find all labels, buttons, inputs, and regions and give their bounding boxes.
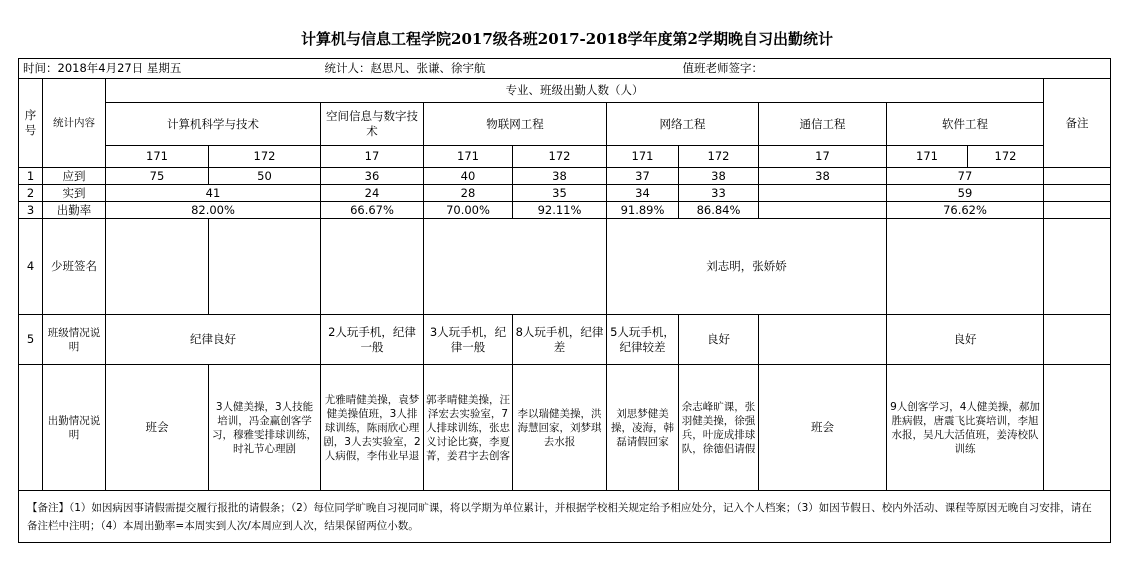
value-cell bbox=[759, 315, 887, 365]
row-label: 出勤率 bbox=[43, 202, 106, 219]
class-cell: 171 bbox=[424, 146, 513, 168]
value-cell: 92.11% bbox=[513, 202, 607, 219]
remark-cell bbox=[1044, 219, 1111, 315]
value-cell: 34 bbox=[607, 185, 679, 202]
value-cell bbox=[209, 219, 321, 315]
value-cell: 2人玩手机，纪律一般 bbox=[321, 315, 424, 365]
value-cell: 良好 bbox=[679, 315, 759, 365]
row-index: 1 bbox=[19, 168, 43, 185]
class-cell: 172 bbox=[968, 146, 1044, 168]
class-cell: 172 bbox=[513, 146, 607, 168]
major-cell: 空间信息与数字技术 bbox=[321, 103, 424, 146]
row-index bbox=[19, 365, 43, 491]
remark-cell bbox=[1044, 365, 1111, 491]
value-cell: 70.00% bbox=[424, 202, 513, 219]
table-row bbox=[19, 185, 1111, 202]
table-row bbox=[19, 315, 1111, 365]
value-cell bbox=[887, 219, 1044, 315]
class-cell: 172 bbox=[209, 146, 321, 168]
value-cell: 36 bbox=[321, 168, 424, 185]
notes-cell: 【备注】（1）如因病因事请假需提交履行报批的请假条；（2）每位同学旷晚自习视同旷课，将以学期为单位累计，并根据学校相关规定给予相应处分，记入个人档案；（3）如因节假日、校内外活动、课程等原因无晚自习安排，请在备注栏中注明；（4）本周出勤率=本周实到人次/本周应到人次，结果保留两位小数。 bbox=[19, 491, 1111, 543]
teacher-sign-cell: 值班老师签字： bbox=[679, 59, 1111, 79]
date-cell: 时间：2018年4月27日 星期五 bbox=[19, 59, 321, 79]
value-cell: 35 bbox=[513, 185, 607, 202]
value-cell: 41 bbox=[106, 185, 321, 202]
value-cell: 38 bbox=[679, 168, 759, 185]
class-cell: 17 bbox=[321, 146, 424, 168]
value-cell: 50 bbox=[209, 168, 321, 185]
group-header: 专业、班级出勤人数（人） bbox=[106, 79, 1044, 103]
signature-cell: 刘志明，张娇娇 bbox=[607, 219, 887, 315]
value-cell: 28 bbox=[424, 185, 513, 202]
value-cell: 刘思梦健美操，凌海，韩磊请假回家 bbox=[607, 365, 679, 491]
row-label: 实到 bbox=[43, 185, 106, 202]
value-cell: 余志峰旷课，张羽健美操，徐强兵，叶庞成排球队，徐德侣请假 bbox=[679, 365, 759, 491]
value-cell: 59 bbox=[887, 185, 1044, 202]
value-cell: 良好 bbox=[887, 315, 1044, 365]
counters-cell: 统计人：赵思凡、张谦、徐宇航 bbox=[321, 59, 679, 79]
major-cell: 软件工程 bbox=[887, 103, 1044, 146]
stat-content-header: 统计内容 bbox=[43, 79, 106, 168]
class-cell: 172 bbox=[679, 146, 759, 168]
remark-cell bbox=[1044, 202, 1111, 219]
remark-cell bbox=[1044, 168, 1111, 185]
remark-cell bbox=[1044, 185, 1111, 202]
value-cell bbox=[321, 219, 424, 315]
table-row bbox=[19, 202, 1111, 219]
class-cell: 171 bbox=[106, 146, 209, 168]
info-row bbox=[19, 59, 1111, 79]
value-cell: 3人健美操，3人技能培训，冯金赢创客学习，穆雅雯排球训练，时礼节心理剧 bbox=[209, 365, 321, 491]
value-cell: 9人创客学习，4人健美操，郝加胜病假，唐震飞比赛培训，李旭水报，吴凡大活值班，姜涛校队训练 bbox=[887, 365, 1044, 491]
class-cell: 171 bbox=[887, 146, 968, 168]
row-index: 3 bbox=[19, 202, 43, 219]
value-cell: 33 bbox=[679, 185, 759, 202]
value-cell: 77 bbox=[887, 168, 1044, 185]
row-index: 4 bbox=[19, 219, 43, 315]
table-row bbox=[19, 365, 1111, 491]
value-cell: 37 bbox=[607, 168, 679, 185]
class-cell: 17 bbox=[759, 146, 887, 168]
value-cell: 24 bbox=[321, 185, 424, 202]
major-cell: 通信工程 bbox=[759, 103, 887, 146]
value-cell: 86.84% bbox=[679, 202, 759, 219]
major-cell: 计算机科学与技术 bbox=[106, 103, 321, 146]
major-cell: 物联网工程 bbox=[424, 103, 607, 146]
value-cell: 8人玩手机，纪律差 bbox=[513, 315, 607, 365]
value-cell: 75 bbox=[106, 168, 209, 185]
attendance-table bbox=[18, 58, 1111, 543]
value-cell bbox=[759, 202, 887, 219]
value-cell: 82.00% bbox=[106, 202, 321, 219]
remark-header: 备注 bbox=[1044, 79, 1111, 168]
value-cell bbox=[106, 219, 209, 315]
major-cell: 网络工程 bbox=[607, 103, 759, 146]
row-label: 少班签名 bbox=[43, 219, 106, 315]
value-cell: 40 bbox=[424, 168, 513, 185]
value-cell: 5人玩手机，纪律较差 bbox=[607, 315, 679, 365]
row-index: 5 bbox=[19, 315, 43, 365]
value-cell: 纪律良好 bbox=[106, 315, 321, 365]
header-row-majors bbox=[19, 103, 1111, 146]
value-cell: 尤雅晴健美操，袁梦健美操值班，3人排球训练，陈雨欣心理剧，3人去实验室，2人病假，李伟业早退 bbox=[321, 365, 424, 491]
value-cell: 郭孝晴健美操，汪泽宏去实验室，7人排球训练，张忠义讨论比赛，李夏菁，姜君宇去创客 bbox=[424, 365, 513, 491]
value-cell bbox=[424, 219, 607, 315]
value-cell: 班会 bbox=[759, 365, 887, 491]
notes-row bbox=[19, 491, 1111, 543]
table-row bbox=[19, 219, 1111, 315]
value-cell bbox=[759, 185, 887, 202]
row-index: 2 bbox=[19, 185, 43, 202]
header-row-1 bbox=[19, 79, 1111, 103]
row-label: 班级情况说明 bbox=[43, 315, 106, 365]
value-cell: 91.89% bbox=[607, 202, 679, 219]
remark-cell bbox=[1044, 315, 1111, 365]
row-label: 应到 bbox=[43, 168, 106, 185]
header-row-classes bbox=[19, 146, 1111, 168]
value-cell: 38 bbox=[513, 168, 607, 185]
table-row bbox=[19, 168, 1111, 185]
row-label: 出勤情况说明 bbox=[43, 365, 106, 491]
page-title: 计算机与信息工程学院2017级各班2017-2018学年度第2学期晚自习出勤统计 bbox=[301, 30, 833, 48]
value-cell: 38 bbox=[759, 168, 887, 185]
value-cell: 76.62% bbox=[887, 202, 1044, 219]
value-cell: 66.67% bbox=[321, 202, 424, 219]
value-cell: 班会 bbox=[106, 365, 209, 491]
value-cell: 3人玩手机，纪律一般 bbox=[424, 315, 513, 365]
class-cell: 171 bbox=[607, 146, 679, 168]
index-header: 序号 bbox=[19, 79, 43, 168]
value-cell: 李以瑞健美操，洪海慧回家，刘梦琪去水报 bbox=[513, 365, 607, 491]
